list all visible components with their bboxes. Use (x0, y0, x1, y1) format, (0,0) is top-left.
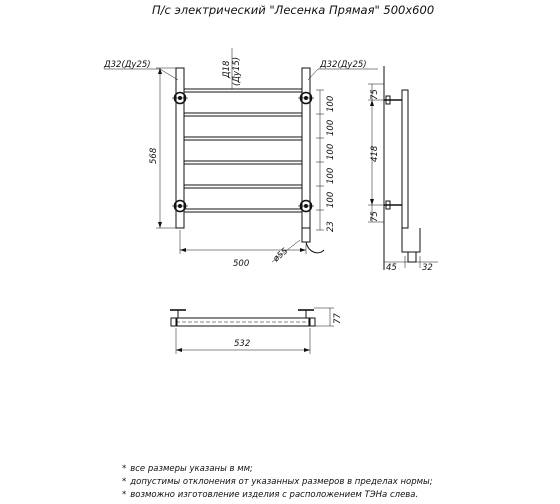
spacing-100-label: 100 (326, 191, 336, 208)
rung (184, 185, 302, 188)
mounting-brackets (172, 93, 314, 212)
side-pipe (402, 90, 408, 228)
spacing-100-label: 100 (326, 95, 336, 112)
dim-77-label: 77 (333, 313, 343, 324)
spacing-100-label: 100 (326, 167, 336, 184)
rung (184, 89, 302, 92)
dim-32-label: 32 (422, 263, 433, 273)
heater-plug (302, 228, 324, 253)
dim-45-label: 45 (386, 263, 397, 273)
rung (184, 161, 302, 164)
rung (184, 209, 302, 212)
front-view (103, 48, 378, 269)
width-532-label: 532 (234, 339, 251, 349)
spacing-100-label: 100 (326, 119, 336, 136)
dim-75-top-label: 75 (370, 89, 380, 100)
dim-23-label: 23 (326, 221, 336, 232)
rungs (184, 89, 302, 212)
pipe-right-label: Д32(Ду25) (320, 60, 367, 70)
note-item: * возможно изготовление изделия с расположением ТЭНа слева. (122, 490, 419, 500)
diameter-55-label: ø55 (271, 246, 291, 265)
width-500-label: 500 (233, 259, 250, 269)
dim-75-bottom-label: 75 (370, 211, 380, 222)
rung (184, 113, 302, 116)
rung-spacing-dimensions (316, 90, 336, 232)
side-heater (402, 228, 420, 252)
rung-du-label: (Ду15) (232, 56, 242, 86)
side-view (368, 66, 438, 273)
spacing-100-label: 100 (326, 143, 336, 160)
top-view (170, 308, 343, 354)
note-item: * все размеры указаны в мм; (122, 464, 253, 474)
pipe-left-label: Д32(Ду25) (104, 60, 151, 70)
drawing-title: П/с электрический "Лесенка Прямая" 500х600 (152, 3, 435, 17)
height-568-label: 568 (149, 147, 159, 164)
rung-diameter-label: Д18 (222, 60, 232, 78)
rung (184, 137, 302, 140)
dim-418-label: 418 (370, 145, 380, 162)
note-item: * допустимы отклонения от указанных размеров в пределах нормы; (122, 477, 433, 487)
